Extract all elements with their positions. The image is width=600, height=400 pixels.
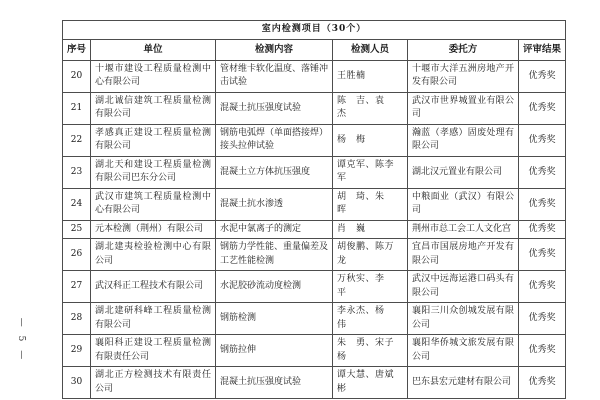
cell-test-personnel: 谭克军、陈李军 xyxy=(333,156,408,188)
inspection-results-table xyxy=(62,20,566,399)
cell-client: 湖北汉元置业有限公司 xyxy=(408,156,519,188)
cell-client: 襄阳三川众创城发展有限公司 xyxy=(408,303,519,335)
cell-unit: 武汉市建筑工程质量检测中心有限公司 xyxy=(91,188,216,220)
cell-unit: 湖北正方检测技术有限责任公司 xyxy=(91,367,216,399)
table-row xyxy=(63,239,566,271)
column-header-result: 评审结果 xyxy=(519,39,566,60)
cell-test-personnel: 肖 巍 xyxy=(333,220,408,239)
cell-row-number: 20 xyxy=(63,60,91,92)
cell-client: 武汉中远海运港口码头有限公司 xyxy=(408,271,519,303)
cell-test-content: 水泥中氯离子的测定 xyxy=(216,220,333,239)
cell-test-content: 混凝土抗水渗透 xyxy=(216,188,333,220)
table-row xyxy=(63,220,566,239)
cell-unit: 湖北建夷检验检测中心有限公司 xyxy=(91,239,216,271)
cell-test-content: 管材维卡软化温度、落锤冲击试验 xyxy=(216,60,333,92)
cell-review-result: 优秀奖 xyxy=(519,220,566,239)
cell-review-result: 优秀奖 xyxy=(519,124,566,156)
cell-test-content: 钢筋拉伸 xyxy=(216,335,333,367)
cell-row-number: 25 xyxy=(63,220,91,239)
cell-row-number: 21 xyxy=(63,92,91,124)
cell-test-personnel: 万秋实、李 平 xyxy=(333,271,408,303)
cell-client: 襄阳华侨城文旅发展有限公司 xyxy=(408,335,519,367)
cell-test-personnel: 王胜楠 xyxy=(333,60,408,92)
table-row xyxy=(63,188,566,220)
cell-row-number: 27 xyxy=(63,271,91,303)
table-row xyxy=(63,60,566,92)
cell-review-result: 优秀奖 xyxy=(519,188,566,220)
cell-test-content: 钢筋检测 xyxy=(216,303,333,335)
cell-row-number: 26 xyxy=(63,239,91,271)
cell-unit: 元本检测（荆州）有限公司 xyxy=(91,220,216,239)
cell-review-result: 优秀奖 xyxy=(519,92,566,124)
table-row xyxy=(63,335,566,367)
table-body xyxy=(63,60,566,399)
cell-unit: 湖北诚信建筑工程质量检测有限公司 xyxy=(91,92,216,124)
cell-test-content: 钢筋力学性能、重量偏差及工艺性能检测 xyxy=(216,239,333,271)
table-title-row xyxy=(63,21,566,40)
table-header-row xyxy=(63,39,566,60)
cell-row-number: 30 xyxy=(63,367,91,399)
cell-review-result: 优秀奖 xyxy=(519,239,566,271)
cell-test-personnel: 胡俊鹏、陈万龙 xyxy=(333,239,408,271)
cell-test-personnel: 李永杰、杨 伟 xyxy=(333,303,408,335)
cell-test-content: 钢筋电弧焊（单面搭接焊）接头拉伸试验 xyxy=(216,124,333,156)
table-row xyxy=(63,367,566,399)
table-row xyxy=(63,156,566,188)
cell-client: 十堰市大洋五洲房地产开发有限公司 xyxy=(408,60,519,92)
cell-unit: 孝感真正建设工程质量检测有限公司 xyxy=(91,124,216,156)
cell-client: 瀚蓝（孝感）固废处理有限公司 xyxy=(408,124,519,156)
cell-client: 荆州市总工会工人文化宫 xyxy=(408,220,519,239)
cell-client: 宜昌市国展房地产开发有限公司 xyxy=(408,239,519,271)
table-row xyxy=(63,303,566,335)
cell-review-result: 优秀奖 xyxy=(519,367,566,399)
table-row xyxy=(63,271,566,303)
cell-row-number: 22 xyxy=(63,124,91,156)
cell-row-number: 28 xyxy=(63,303,91,335)
cell-row-number: 29 xyxy=(63,335,91,367)
cell-test-content: 混凝土抗压强度试验 xyxy=(216,92,333,124)
cell-test-content: 混凝土立方体抗压强度 xyxy=(216,156,333,188)
cell-client: 武汉市世界城置业有限公司 xyxy=(408,92,519,124)
table-row xyxy=(63,92,566,124)
cell-test-personnel: 陈 吉、袁 杰 xyxy=(333,92,408,124)
cell-test-personnel: 胡 琦、朱 晖 xyxy=(333,188,408,220)
column-header-client: 委托方 xyxy=(408,39,519,60)
page-number: — 5 — xyxy=(16,317,26,363)
cell-test-personnel: 杨 梅 xyxy=(333,124,408,156)
cell-review-result: 优秀奖 xyxy=(519,303,566,335)
cell-client: 中粮面业（武汉）有限公司 xyxy=(408,188,519,220)
cell-client: 巴东县宏元建材有限公司 xyxy=(408,367,519,399)
cell-review-result: 优秀奖 xyxy=(519,156,566,188)
cell-row-number: 23 xyxy=(63,156,91,188)
cell-test-content: 混凝土抗压强度试验 xyxy=(216,367,333,399)
column-header-unit: 单位 xyxy=(91,39,216,60)
cell-unit: 湖北天和建设工程质量检测有限公司巴东分公司 xyxy=(91,156,216,188)
cell-review-result: 优秀奖 xyxy=(519,271,566,303)
cell-unit: 湖北建研科峰工程质量检测有限公司 xyxy=(91,303,216,335)
column-header-content: 检测内容 xyxy=(216,39,333,60)
column-header-no: 序号 xyxy=(63,39,91,60)
cell-test-content: 水泥胶砂流动度检测 xyxy=(216,271,333,303)
cell-review-result: 优秀奖 xyxy=(519,60,566,92)
cell-review-result: 优秀奖 xyxy=(519,335,566,367)
table-title: 室内检测项目（30个） xyxy=(63,21,566,40)
cell-unit: 襄阳科正建设工程质量检测有限责任公司 xyxy=(91,335,216,367)
cell-unit: 武汉科正工程技术有限公司 xyxy=(91,271,216,303)
cell-test-personnel: 谭大慧、唐斌彬 xyxy=(333,367,408,399)
cell-row-number: 24 xyxy=(63,188,91,220)
cell-unit: 十堰市建设工程质量检测中心有限公司 xyxy=(91,60,216,92)
column-header-personnel: 检测人员 xyxy=(333,39,408,60)
table-row xyxy=(63,124,566,156)
cell-test-personnel: 朱 勇、宋子杨 xyxy=(333,335,408,367)
